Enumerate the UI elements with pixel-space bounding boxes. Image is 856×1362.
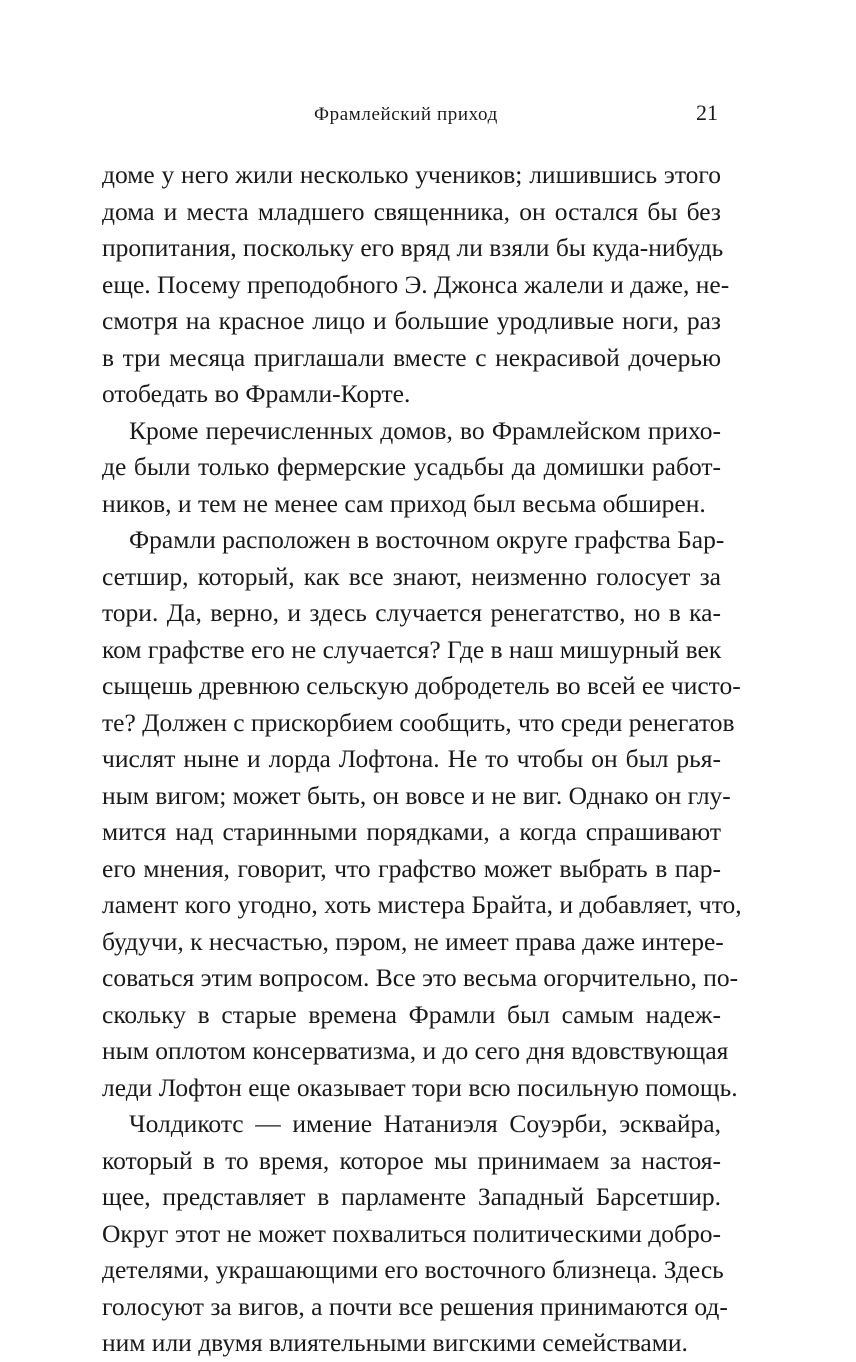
paragraph (102, 1106, 728, 1362)
text-line: ком графстве его не случается? Где в наш мишурный век (102, 634, 722, 664)
text-line: голосуют за вигов, а почти все решения принимаются од- (102, 1291, 728, 1321)
text-line: который в то время, которое мы принимаем за настоя- (102, 1145, 721, 1175)
text-line: смотря на красное лицо и большие уродливые ноги, раз (102, 306, 721, 335)
body-text (102, 157, 742, 1362)
text-line: сыщешь древнюю сельскую добродетель во всей ее чисто- (102, 671, 741, 700)
text-line: Кроме перечисленных домов, во Фрамлейском прихо- (129, 415, 721, 445)
text-line: тори. Да, верно, и здесь случается ренегатство, но в ка- (102, 598, 721, 627)
text-line: детелями, украшающими его восточного близнеца. Здесь (102, 1255, 724, 1284)
text-line: скольку в старые времена Фрамли был самым надеж- (102, 999, 721, 1029)
text-line: ним или двумя влиятельными вигскими семействами. (102, 1328, 688, 1357)
text-line: в три месяца приглашали вместе с некрасивой дочерью (102, 342, 721, 372)
text-line: Фрамли расположен в восточном округе графства Бар- (129, 525, 725, 554)
text-line: пропитания, поскольку его вряд ли взяли бы куда-нибудь (102, 233, 724, 262)
paragraph (102, 157, 730, 413)
text-line: ным вигом; может быть, он вовсе и не виг. Однако он глу- (102, 780, 731, 810)
paragraph (102, 413, 721, 523)
text-line: леди Лофтон еще оказывает тори всю посильную помощь. (102, 1072, 738, 1102)
text-line: отобедать во Фрамли-Корте. (102, 379, 411, 408)
text-line: сетшир, который, как все знают, неизменно голосует за (102, 561, 721, 591)
text-line: еще. Посему преподобного Э. Джонса жалели и даже, не- (102, 269, 730, 299)
text-line: мится над старинными порядками, а когда спрашивают (102, 817, 721, 846)
text-line: Округ этот не может похвалиться политическими добро- (102, 1218, 721, 1248)
text-line: де были только фермерские усадьбы да домишки работ- (102, 452, 721, 481)
text-line: соваться этим вопросом. Все это весьма огорчительно, по- (102, 963, 739, 992)
running-title: Фрамлейский приход (314, 104, 498, 125)
paragraph (102, 522, 742, 1106)
text-line: Чолдикотс — имение Натаниэля Соуэрби, эсквайра, (129, 1109, 721, 1138)
page-number: 21 (696, 100, 718, 125)
text-line: ламент кого угодно, хоть мистера Брайта, и добавляет, что, (102, 890, 742, 919)
text-line: доме у него жили несколько учеников; лишившись этого (102, 160, 721, 189)
running-head (102, 100, 724, 130)
text-line: щее, представляет в парламенте Западный Барсетшир. (102, 1182, 721, 1211)
text-line: дома и места младшего священника, он остался бы без (102, 196, 721, 226)
text-line: числят ныне и лорда Лофтона. Не то чтобы он был рья- (102, 744, 721, 773)
text-line: ным оплотом консерватизма, и до сего дня вдовствующая (102, 1036, 729, 1065)
text-line: будучи, к несчастью, пэром, не имеет права даже интере- (102, 926, 724, 956)
text-line: те? Должен с прискорбием сообщить, что среди ренегатов (102, 707, 735, 737)
text-line: ников, и тем не менее сам приход был весьма обширен. (102, 488, 706, 518)
text-line: его мнения, говорит, что графство может выбрать в пар- (102, 853, 721, 883)
